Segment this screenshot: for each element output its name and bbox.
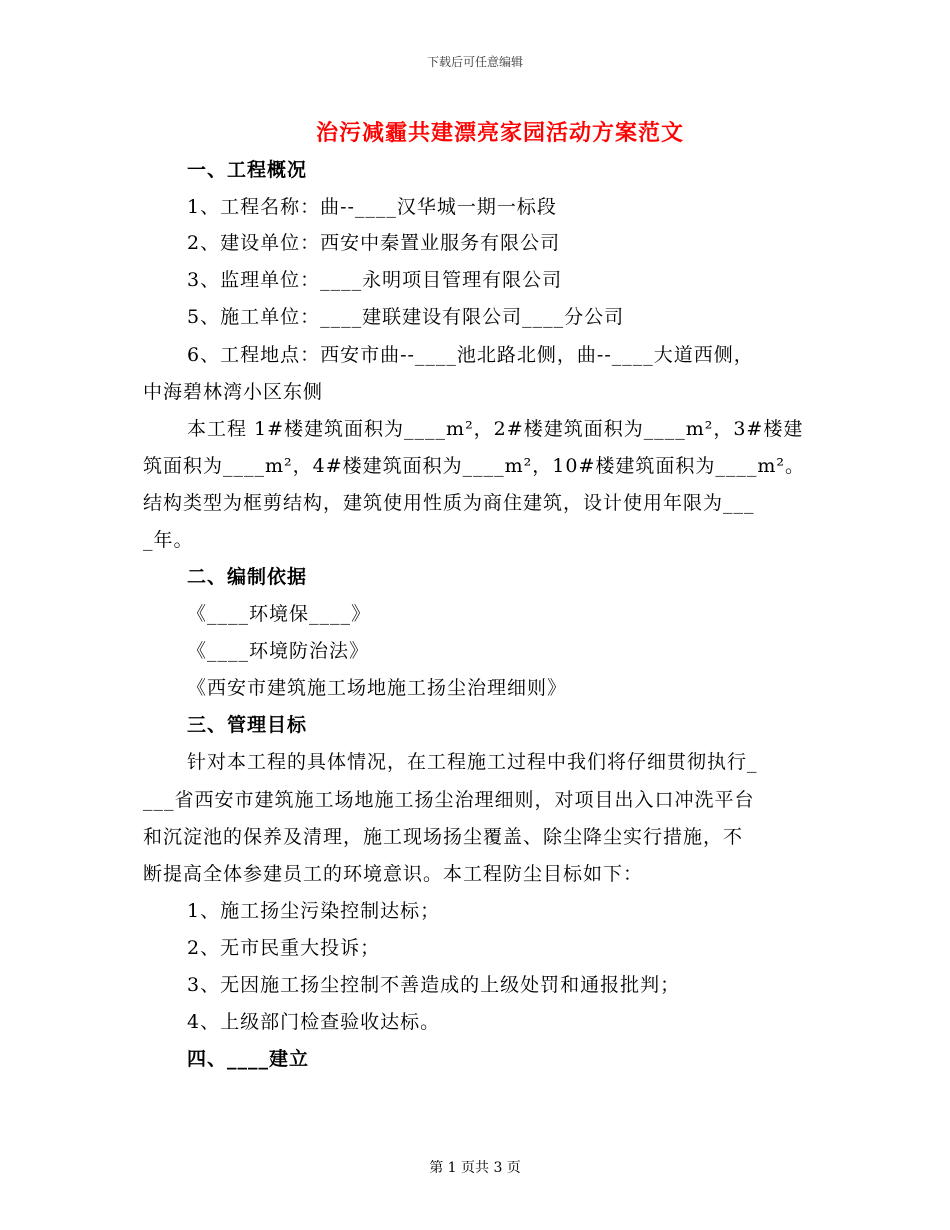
project-name-line: 1、工程名称：曲--____汉华城一期一标段	[187, 196, 557, 218]
page-footer: 第 1 页共 3 页	[429, 1160, 521, 1176]
section-heading-basis: 二、编制依据	[187, 566, 308, 588]
section-heading-overview: 一、工程概况	[187, 159, 308, 181]
goals-paragraph-line-1: 针对本工程的具体情况，在工程施工过程中我们将仔细贯彻执行_	[187, 751, 758, 773]
goals-paragraph-line-4: 断提高全体参建员工的环境意识。本工程防尘目标如下：	[143, 863, 644, 885]
supervision-unit-line: 3、监理单位：____永明项目管理有限公司	[187, 269, 563, 291]
section-heading-goals: 三、管理目标	[187, 714, 308, 736]
construction-unit-line: 2、建设单位：西安中秦置业服务有限公司	[187, 232, 561, 254]
reference-item-3: 《西安市建筑施工场地施工扬尘治理细则》	[187, 677, 568, 699]
section-heading-establish: 四、____建立	[187, 1048, 310, 1070]
area-paragraph-line-3: 结构类型为框剪结构，建筑使用性质为商住建筑，设计使用年限为___	[143, 492, 755, 514]
goal-item-1: 1、施工扬尘污染控制达标；	[187, 900, 441, 922]
project-location-line-cont: 中海碧林湾小区东侧	[143, 381, 324, 403]
goals-paragraph-line-2: ___省西安市建筑施工场地施工扬尘治理细则，对项目出入口冲洗平台	[143, 789, 755, 811]
area-paragraph-line-2: 筑面积为____m²，4#楼建筑面积为____m²，10#楼建筑面积为____m²。	[143, 455, 806, 477]
reference-item-2: 《____环境防治法》	[187, 640, 370, 662]
reference-item-1: 《____环境保____》	[187, 603, 372, 625]
goal-item-3: 3、无因施工扬尘控制不善造成的上级处罚和通报批判；	[187, 974, 681, 996]
project-location-line: 6、工程地点：西安市曲--____池北路北侧，曲--____大道西侧，	[187, 344, 754, 366]
header-note: 下载后可任意编辑	[426, 55, 523, 69]
goal-item-4: 4、上级部门检查验收达标。	[187, 1011, 441, 1033]
goal-item-2: 2、无市民重大投诉；	[187, 937, 381, 959]
area-paragraph-line-1: 本工程 1#楼建筑面积为____m²，2#楼建筑面积为____m²，3#楼建	[187, 418, 804, 440]
goals-paragraph-line-3: 和沉淀池的保养及清理，施工现场扬尘覆盖、除尘降尘实行措施，不	[143, 826, 744, 848]
contractor-unit-line: 5、施工单位：____建联建设有限公司____分公司	[187, 306, 625, 328]
area-paragraph-line-4: _年。	[143, 529, 194, 551]
document-title: 治污减霾共建漂亮家园活动方案范文	[315, 120, 684, 146]
